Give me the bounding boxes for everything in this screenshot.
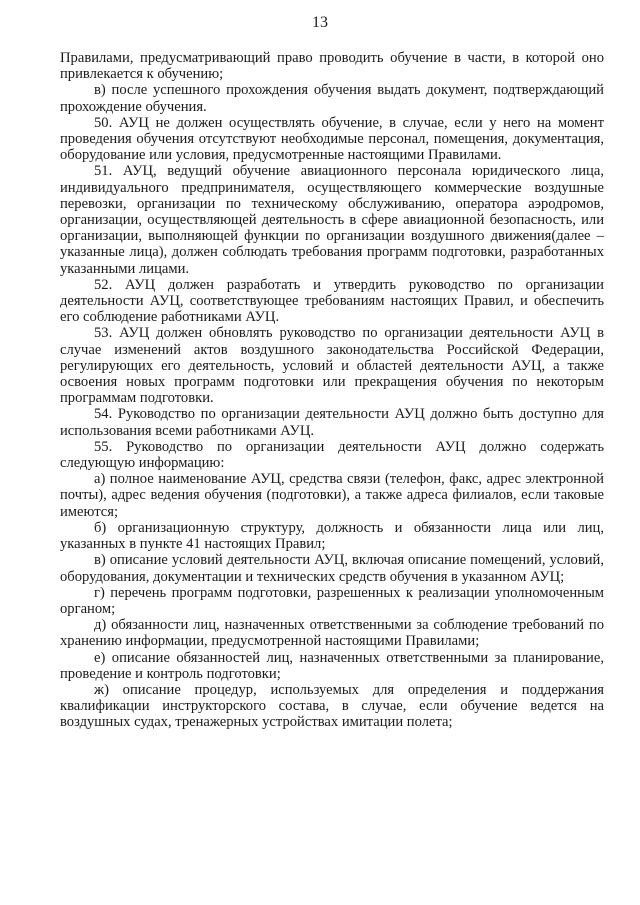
paragraph: 50. АУЦ не должен осуществлять обучение, в случае, если у него на момент проведения обучения отсутствуют необходимые персонал, помещения, документация, оборудование или условия, предусмотренные настоящими Правилами. (60, 114, 604, 164)
paragraph: 55. Руководство по организации деятельности АУЦ должно содержать следующую информацию: (60, 438, 604, 472)
paragraph: 51. АУЦ, ведущий обучение авиационного персонала юридического лица, индивидуального предпринимателя, осуществляющего коммерческие воздушные перевозки, организации по техническому обслуживанию, оператора аэродромов, организации, осуществляющей деятельность в сфере авиационной безопасность, или организации, выполняющей функции по организации воздушного движения(далее – указанные лица), должен соблюдать требования программ подготовки, разработанных указанными лицами. (60, 163, 604, 277)
paragraph: в) после успешного прохождения обучения выдать документ, подтверждающий прохождение обучения. (60, 82, 604, 115)
paragraph: 52. АУЦ должен разработать и утвердить руководство по организации деятельности АУЦ, соответствующее требованиям настоящих Правил, и обеспечить его соблюдение работниками АУЦ. (60, 276, 604, 326)
list-item: д) обязанности лиц, назначенных ответственными за соблюдение требований по хранению информации, предусмотренной настоящими Правилами; (60, 617, 604, 650)
list-item: в) описание условий деятельности АУЦ, включая описание помещений, условий, оборудования, документации и технических средств обучения в указанном АУЦ; (60, 552, 604, 585)
paragraph: Правилами, предусматривающий право проводить обучение в части, в которой оно привлекается к обучению; (60, 50, 604, 83)
list-item: б) организационную структуру, должность и обязанности лица или лиц, указанных в пункте 41 настоящих Правил; (60, 519, 604, 553)
paragraph: 54. Руководство по организации деятельности АУЦ должно быть доступно для использования всеми работниками АУЦ. (60, 406, 604, 439)
paragraph: 53. АУЦ должен обновлять руководство по организации деятельности АУЦ в случае изменений актов воздушного законодательства Российской Федерации, регулирующих его деятельность, условий и областей деятельности АУЦ, а также освоения новых программ подготовки или прекращения обучения по некоторым программам подготовки. (60, 325, 604, 407)
page-number: 13 (312, 14, 328, 31)
list-item: ж) описание процедур, используемых для определения и поддержания квалификации инструкторского состава, в случае, если обучение ведется на воздушных судах, тренажерных устройствах имитации полета; (60, 681, 604, 731)
document-body (60, 50, 604, 731)
list-item: а) полное наименование АУЦ, средства связи (телефон, факс, адрес электронной почты), адрес ведения обучения (подготовки), а также адреса филиалов, если таковые имеются; (60, 471, 604, 520)
list-item: е) описание обязанностей лиц, назначенных ответственными за планирование, проведение и контроль подготовки; (60, 649, 604, 682)
list-item: г) перечень программ подготовки, разрешенных к реализации уполномоченным органом; (60, 584, 604, 617)
